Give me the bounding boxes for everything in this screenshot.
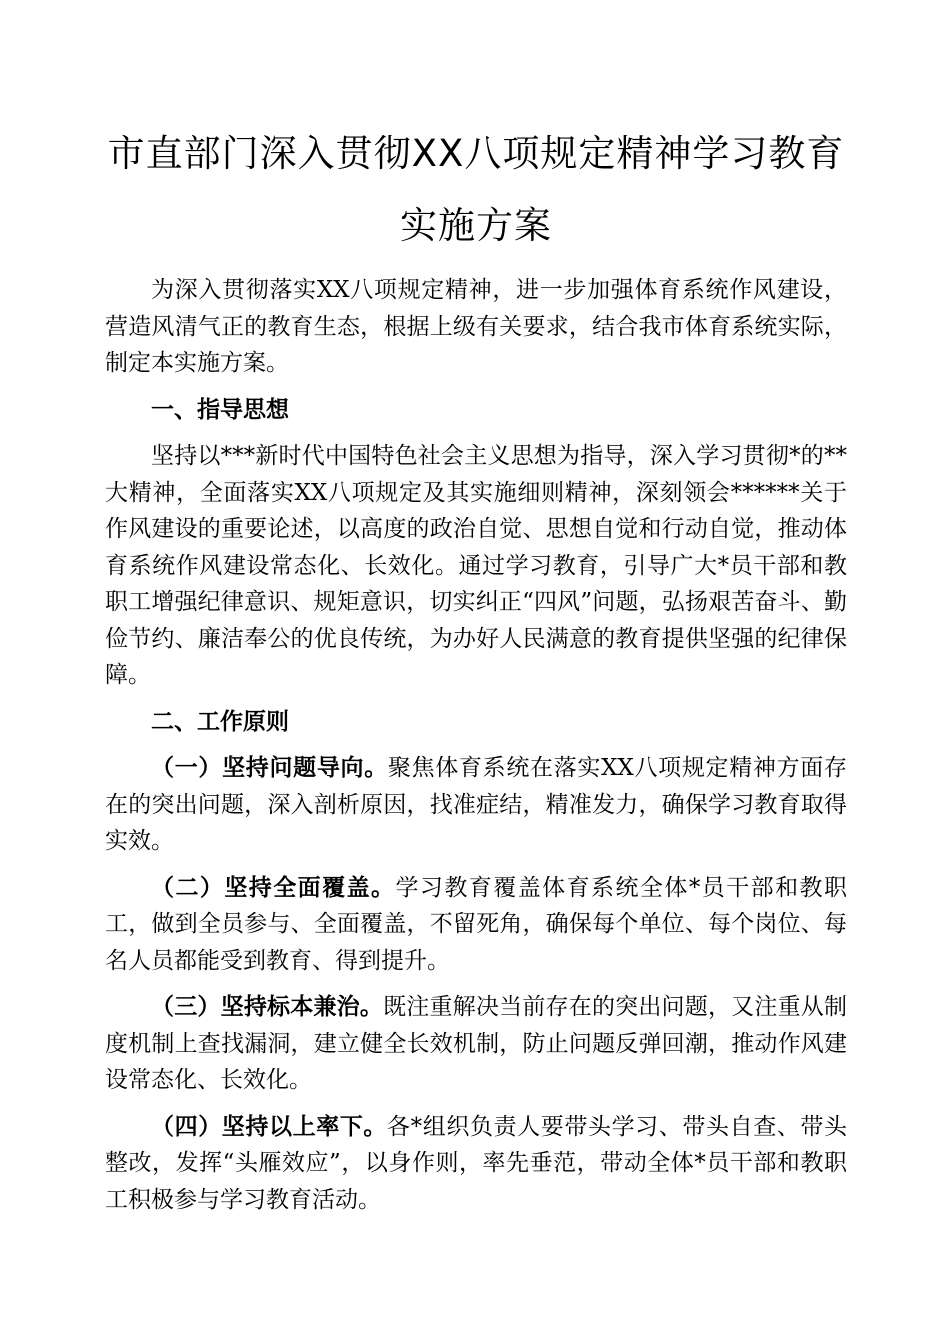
principle-item-2 xyxy=(105,870,847,980)
principle-item-4 xyxy=(105,1109,847,1219)
principle-item-4-lead: （四）坚持以上率下。 xyxy=(151,1113,388,1140)
document-title: 市直部门深入贯彻XX八项规定精神学习教育实施方案 xyxy=(107,132,845,247)
principle-item-1-text: 聚焦体育系统在落实XX八项规定精神方面存在的突出问题，深入剖析原因，找准症结，精准发力，确保学习教育取得实效。 xyxy=(105,755,847,854)
section-heading-guiding-thought: 一、指导思想 xyxy=(151,396,289,423)
intro-paragraph: 为深入贯彻落实XX八项规定精神，进一步加强体育系统作风建设，营造风清气正的教育生态，根据上级有关要求，结合我市体育系统实际，制定本实施方案。 xyxy=(105,277,847,376)
principle-item-1 xyxy=(105,750,847,860)
guiding-thought-paragraph: 坚持以***新时代中国特色社会主义思想为指导，深入学习贯彻*的**大精神，全面落实XX八项规定及其实施细则精神，深刻领会******关于作风建设的重要论述，以高度的政治自觉、思想自觉和行动自觉，推动体育系统作风建设常态化、长效化。通过学习教育，引导广大*员干部和教职工增强纪律意识、规矩意识，切实纠正“四风”问题，弘扬艰苦奋斗、勤俭节约、廉洁奉公的优良传统，为办好人民满意的教育提供坚强的纪律保障。 xyxy=(105,443,847,688)
document-page xyxy=(105,118,847,1228)
section-heading-work-principles: 二、工作原则 xyxy=(151,708,289,735)
principle-item-3-text: 既注重解决当前存在的突出问题，又注重从制度机制上查找漏洞，建立健全长效机制，防止问题反弹回潮，推动作风建设常态化、长效化。 xyxy=(105,994,848,1093)
principle-item-1-lead: （一）坚持问题导向。 xyxy=(151,755,388,781)
principle-item-2-lead: （二）坚持全面覆盖。 xyxy=(151,874,396,901)
principle-item-3-lead: （三）坚持标本兼治。 xyxy=(151,994,384,1020)
principle-item-4-text: 各*组织负责人要带头学习、带头自查、带头整改，发挥“头雁效应”，以身作则，率先垂范，带动全体*员干部和教职工积极参与学习教育活动。 xyxy=(105,1113,848,1213)
principle-item-3 xyxy=(105,989,847,1099)
principle-item-2-text: 学习教育覆盖体育系统全体*员干部和教职工，做到全员参与、全面覆盖，不留死角，确保每个单位、每个岗位、每名人员都能受到教育、得到提升。 xyxy=(105,874,848,974)
